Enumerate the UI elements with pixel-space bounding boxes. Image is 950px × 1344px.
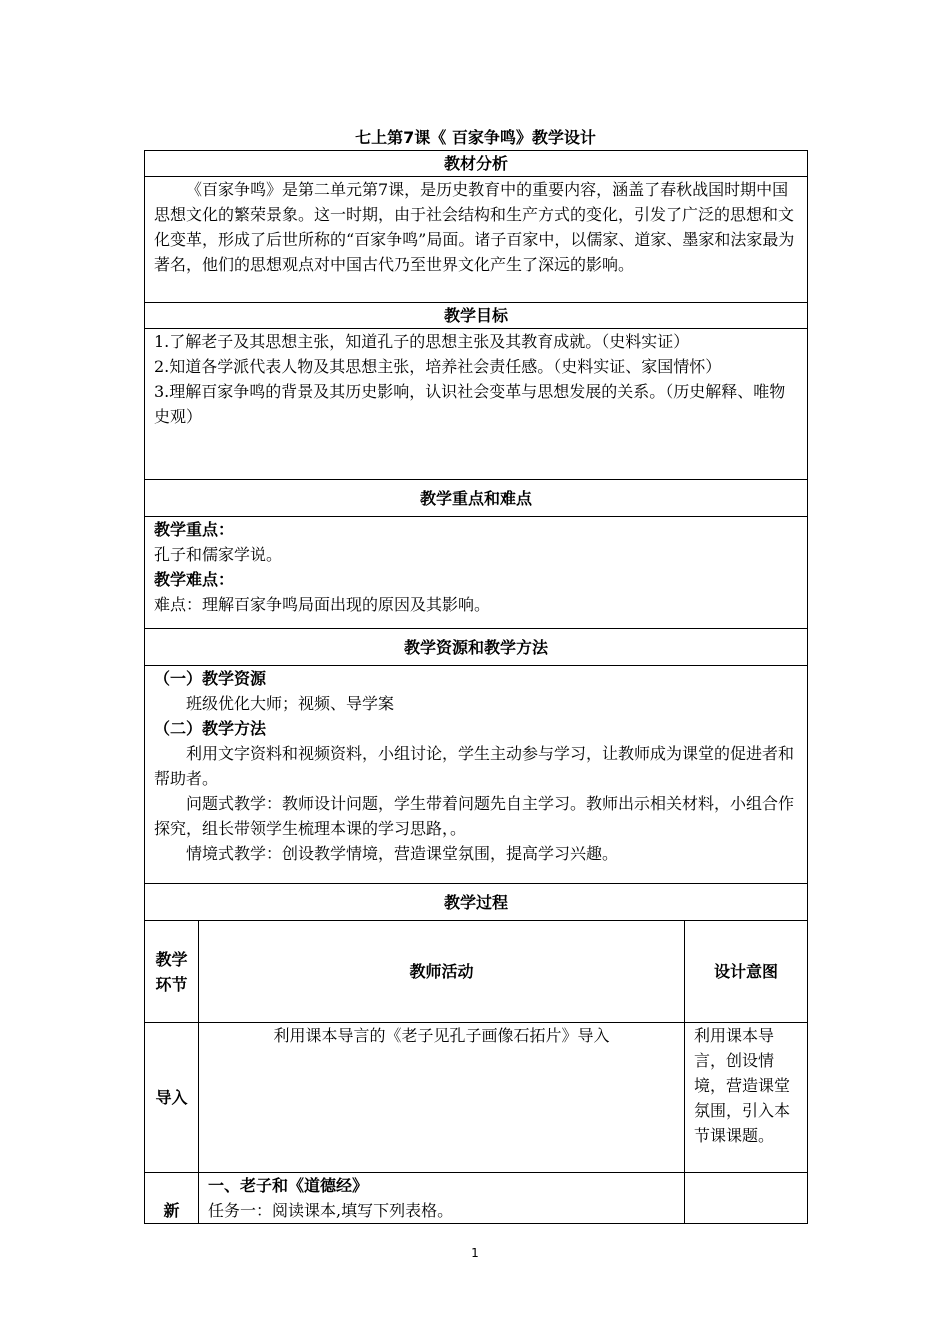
goal-item: 3.理解百家争鸣的背景及其历史影响，认识社会变革与思想发展的关系。（历史解释、唯物史观）	[154, 382, 786, 426]
resources-body	[145, 666, 808, 884]
col-header-intent: 设计意图	[685, 921, 808, 1023]
difficulty-label: 教学难点：	[154, 570, 235, 589]
material-text: 《百家争鸣》是第二单元第7课，是历史教育中的重要内容，涵盖了春秋战国时期中国思想文化的繁荣景象。这一时期，由于社会结构和生产方式的变化，引发了广泛的思想和文化变革，形成了后世所称的“百家争鸣”局面。诸子百家中，以儒家、道家、墨家和法家最为著名，他们的思想观点对中国古代乃至世界文化产生了深远的影响。	[145, 177, 808, 303]
methods-label: （二）教学方法	[154, 719, 267, 738]
design-intent-intro: 利用课本导言，创设情境，营造课堂氛围，引入本节课课题。	[685, 1023, 808, 1173]
goal-item: 1.了解老子及其思想主张，知道孔子的思想主张及其教育成就。（史料实证）	[154, 332, 690, 351]
method-item: 问题式教学：教师设计问题，学生带着问题先自主学习。教师出示相关材料，小组合作探究，组长带领学生梳理本课的学习思路，。	[154, 794, 795, 838]
lesson-plan-table	[144, 150, 808, 1224]
difficulty-text: 难点：理解百家争鸣局面出现的原因及其影响。	[154, 595, 491, 614]
resources-heading: 教学资源和教学方法	[145, 629, 808, 666]
goal-item: 2.知道各学派代表人物及其思想主张，培养社会责任感。（史料实证、家国情怀）	[154, 357, 722, 376]
key-point-text: 孔子和儒家学说。	[154, 545, 283, 564]
col-header-phase: 教学环节	[145, 921, 199, 1023]
subsection-title: 一、老子和《道德经》	[208, 1176, 369, 1195]
process-heading: 教学过程	[145, 884, 808, 921]
goals-list	[145, 329, 808, 480]
phase-intro: 导入	[145, 1023, 199, 1173]
goals-heading: 教学目标	[145, 303, 808, 329]
resources-label: （一）教学资源	[154, 669, 267, 688]
teacher-activity-intro: 利用课本导言的《老子见孔子画像石拓片》导入	[199, 1023, 685, 1173]
key-point-label: 教学重点：	[154, 520, 235, 539]
resources-text: 班级优化大师；视频、导学案	[186, 694, 395, 713]
design-intent-new	[685, 1173, 808, 1224]
method-item: 利用文字资料和视频资料，小组讨论，学生主动参与学习，让教师成为课堂的促进者和帮助者。	[154, 744, 795, 788]
page-number: 1	[471, 1246, 479, 1260]
task-text: 任务一：阅读课本,填写下列表格。	[208, 1201, 454, 1220]
teacher-activity-new	[199, 1173, 685, 1224]
document-title: 七上第7课《 百家争鸣》教学设计	[355, 128, 596, 147]
col-header-teacher: 教师活动	[199, 921, 685, 1023]
material-heading: 教材分析	[145, 151, 808, 177]
key-points-heading: 教学重点和难点	[145, 480, 808, 517]
method-item: 情境式教学：创设教学情境，营造课堂氛围，提高学习兴趣。	[186, 844, 619, 863]
key-points-body	[145, 517, 808, 629]
phase-new: 新	[145, 1173, 199, 1224]
